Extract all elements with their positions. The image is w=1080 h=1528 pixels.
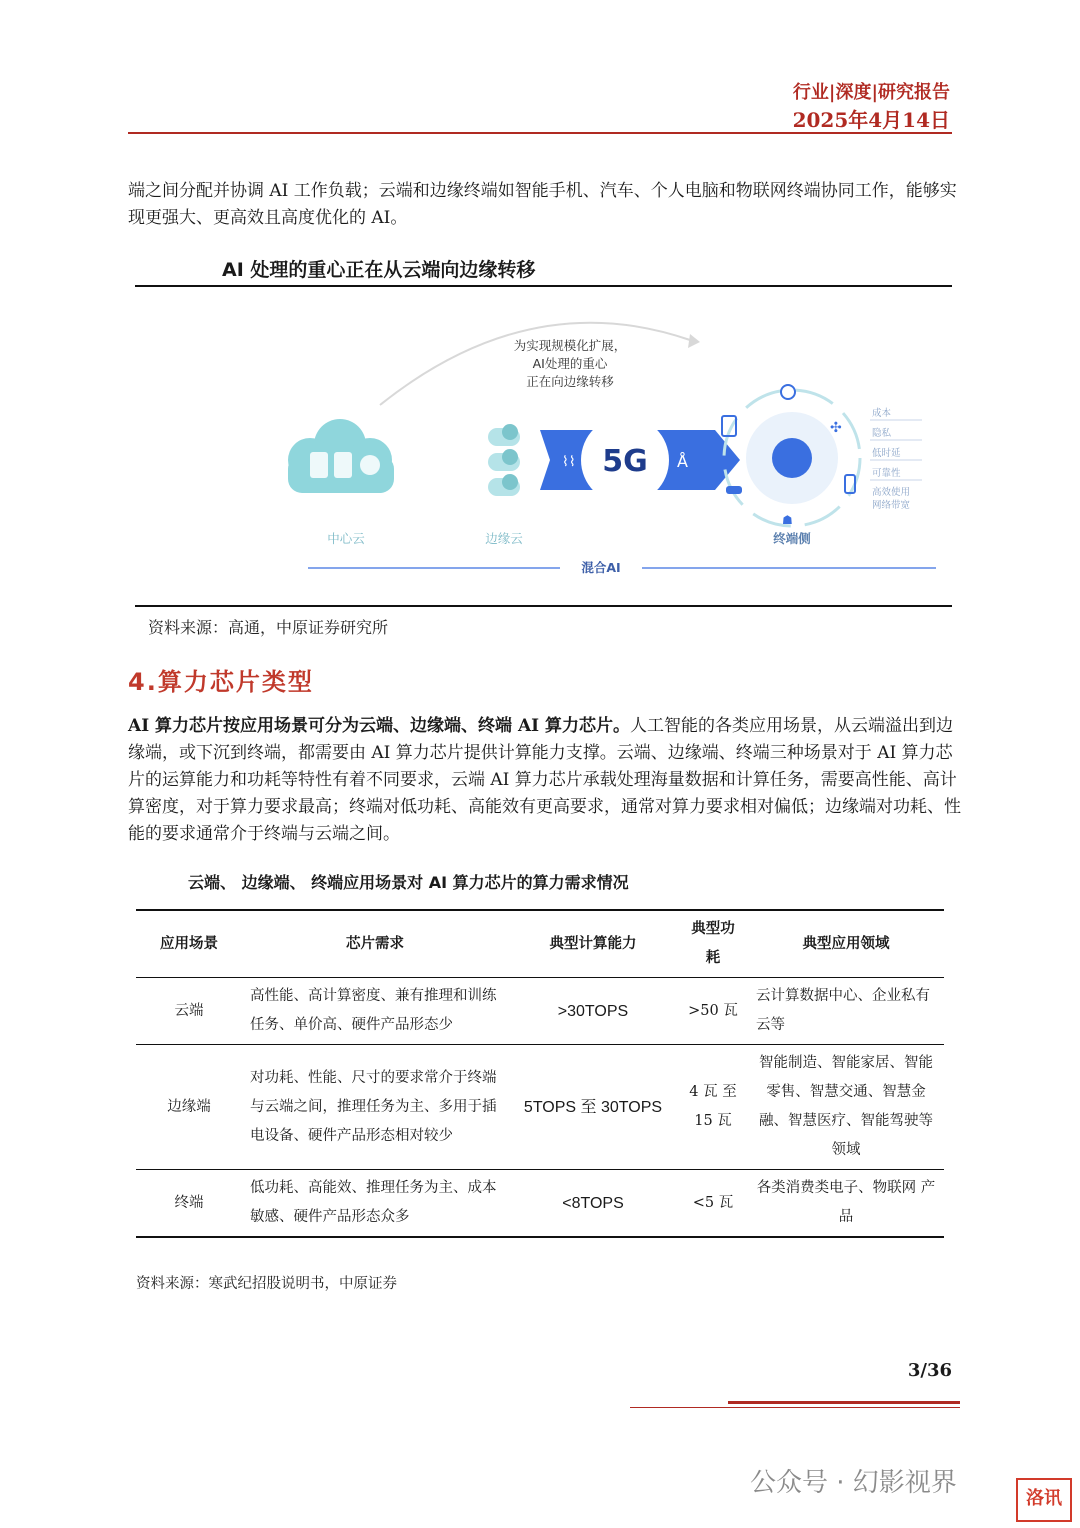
benefit-latency: 低时延 [872,448,901,459]
drone-icon: ✣ [830,420,842,436]
cell-need: 低功耗、高能效、推理任务为主、成本敏感、硬件产品形态众多 [250,1180,497,1225]
label-hybrid-ai: 混合AI [581,560,621,575]
watermark: 公众号 · 幻影视界 [750,1468,957,1498]
car-icon [726,486,742,494]
cell-power: >50 瓦 [688,1002,738,1019]
cell-compute: <8TOPS [562,1194,624,1212]
header-power: 典型功耗 [691,921,735,966]
header-domain: 典型应用领域 [802,935,890,952]
ai-chip-brain-icon [772,438,812,478]
cell-compute: 5TOPS 至 30TOPS [523,1098,663,1116]
benefit-privacy: 隐私 [872,428,892,439]
cell-need: 对功耗、性能、尺寸的要求常介于终端与云端之间，推理任务为主、多用于插电设备、硬件产品形态相对较少 [250,1069,497,1144]
cell-domain: 各类消费类电子、物联网 产品 [756,1180,936,1225]
cell-power: <5 瓦 [692,1194,734,1211]
person-icon: ☗ [782,513,793,527]
figure-top-rule [135,285,952,287]
arc-caption-1: 为实现规模化扩展， [513,338,627,353]
cell-scene: 边缘端 [167,1098,211,1115]
section-title: 4.算力芯片类型 [128,668,314,696]
benefit-bandwidth: 网络带宽 [872,500,911,511]
header-category: 行业|深度|研究报告 [792,82,950,103]
benefit-efficient-use: 高效使用 [872,487,911,498]
signal-icon: ⌇⌇ [562,454,576,470]
antenna-icon: Å [677,452,688,471]
label-device-side: 终端侧 [773,531,811,546]
header-scene: 应用场景 [160,935,218,952]
section-lead: AI 算力芯片按应用场景可分为云端、边缘端、终端 AI 算力芯片。 [128,716,631,736]
label-edge-cloud: 边缘云 [485,531,523,546]
figure-bottom-rule [135,605,952,607]
page-number: 3/36 [907,1360,952,1381]
figure-title: AI 处理的重心正在从云端向边缘转移 [222,259,536,281]
table-title: 云端、 边缘端、 终端应用场景对 AI 算力芯片的算力需求情况 [188,873,629,892]
arc-caption-3: 正在向边缘转移 [526,374,614,389]
header-rule [128,132,952,134]
table-row [136,1170,944,1238]
cell-domain: 智能制造、智能家居、智能零售、智慧交通、智慧金融、智慧医疗、智能驾驶等领域 [759,1055,933,1158]
table-source: 资料来源：寒武纪招股说明书，中原证券 [136,1276,397,1292]
chip-requirements-table [136,909,944,1238]
5g-label: 5G [602,444,648,479]
cell-compute: >30TOPS [557,1002,629,1020]
benefit-reliability: 可靠性 [872,468,901,479]
arc-arrowhead-icon [688,334,700,348]
section-paragraph [128,713,962,848]
footer-rule-thick [728,1401,960,1404]
table-header-row [136,910,944,978]
cell-scene: 云端 [174,1002,204,1019]
arc-caption-2: AI处理的重心 [532,356,608,371]
footer-rule-thin [630,1407,960,1408]
hybrid-ai-diagram [270,300,950,590]
stamp-logo: 洛讯 [1016,1478,1072,1522]
cell-scene: 终端 [174,1194,204,1211]
table-row [136,1045,944,1170]
benefit-cost: 成本 [872,408,892,419]
label-center-cloud: 中心云 [327,531,365,546]
section-body: 人工智能的各类应用场景，从云端溢出到边缘端，或下沉到终端，都需要由 AI 算力芯片提供计算能力支撑。云端、边缘端、终端三种场景对于 AI 算力芯片的运算能力和功耗等特性有着不同要求，云端 AI 算力芯片承载处理海量数据和计算任务，需要高性能、高计算密度，对于算力要求最高；终端对低功耗、高能效有更高要求，通常对算力要求相对偏低；边缘端对功耗、性能的要求通常介于终端与云端之间。 [128,716,961,844]
edge-cloud-icon [488,424,520,496]
intro-paragraph: 端之间分配并协调 AI 工作负载；云端和边缘终端如智能手机、汽车、个人电脑和物联网终端协同工作，能够实现更强大、更高效且高度优化的 AI。 [128,181,957,228]
header-date: 2025年4月14日 [792,108,950,132]
watch-icon [781,385,795,399]
cell-domain: 云计算数据中心、企业私有云等 [756,988,930,1033]
header-compute: 典型计算能力 [549,935,637,952]
table-row [136,978,944,1045]
figure-source: 资料来源：高通，中原证券研究所 [148,618,389,637]
cell-power: 4 瓦 至 15 瓦 [689,1084,737,1129]
header-chip-need: 芯片需求 [346,935,404,952]
center-cloud-icon [288,419,394,493]
cell-need: 高性能、高计算密度、兼有推理和训练任务、单价高、硬件产品形态少 [250,988,497,1033]
